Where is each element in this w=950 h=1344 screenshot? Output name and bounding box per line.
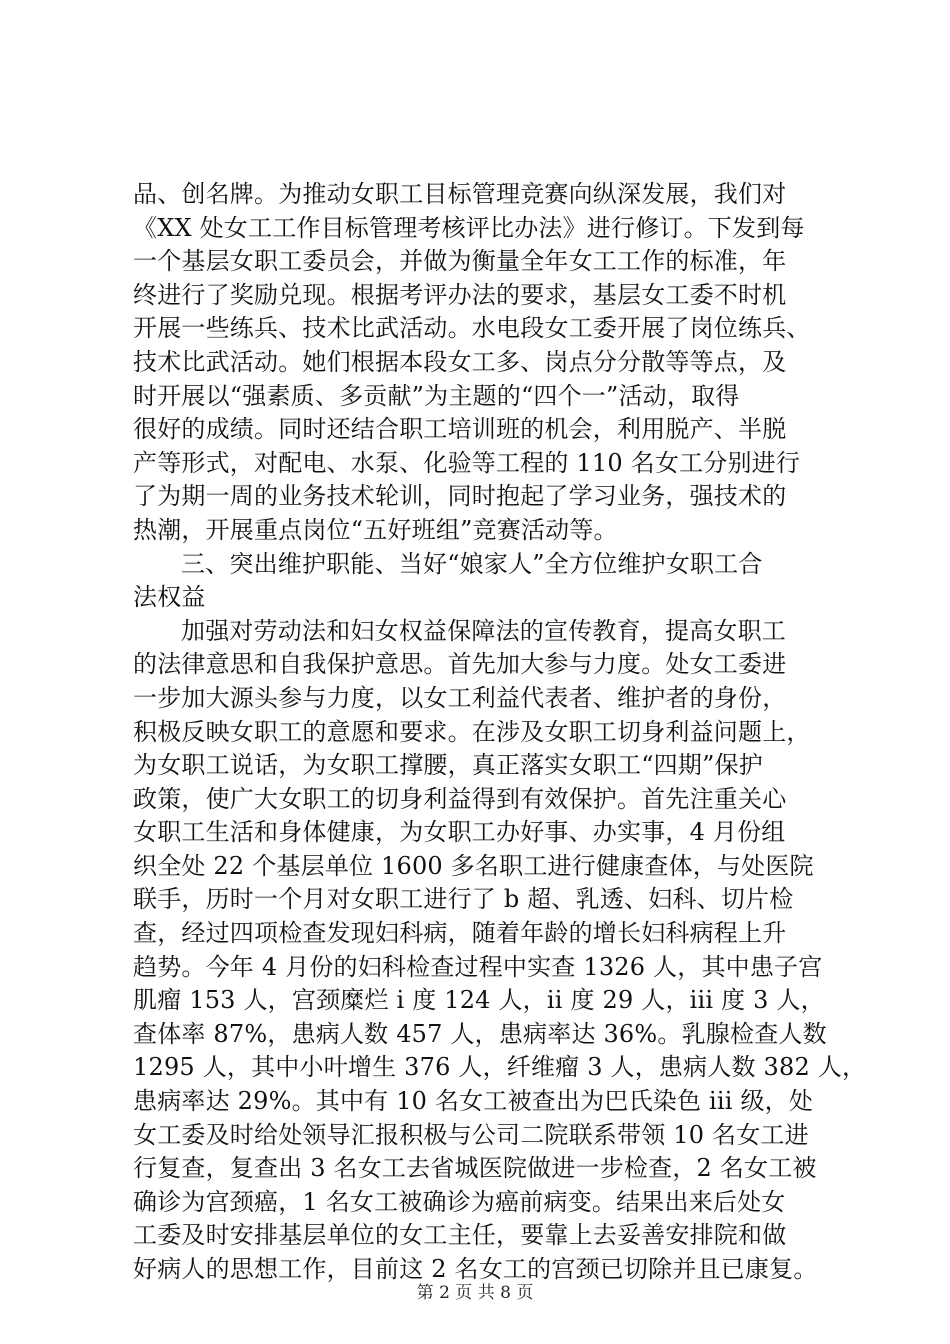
text-line: 了为期一周的业务技术轮训，同时抱起了学习业务，强技术的 xyxy=(133,482,787,511)
text-line: 患病率达 29%。其中有 10 名女工被查出为巴氏染色 iii 级，处 xyxy=(133,1087,814,1116)
text-line: 织全处 22 个基层单位 1600 多名职工进行健康查体，与处医院 xyxy=(133,851,814,880)
text-line: 技术比武活动。她们根据本段女工多、岗点分分散等等点，及 xyxy=(133,347,787,376)
text-line: 热潮，开展重点岗位“五好班组”竞赛活动等。 xyxy=(133,515,618,544)
text-line: 《XX 处女工工作目标管理考核评比办法》进行修订。下发到每 xyxy=(133,213,805,242)
text-line: 积极反映女职工的意愿和要求。在涉及女职工切身利益问题上， xyxy=(133,717,811,746)
text-line: 为女职工说话，为女职工撑腰，真正落实女职工“四期”保护 xyxy=(133,751,763,780)
text-line: 确诊为宫颈癌，1 名女工被确诊为癌前病变。结果出来后处女 xyxy=(133,1187,786,1216)
text-line: 品、创名牌。为推动女职工目标管理竞赛向纵深发展，我们对 xyxy=(133,180,787,208)
text-line: 女工委及时给处领导汇报积极与公司二院联系带领 10 名女工进 xyxy=(133,1120,809,1149)
text-line: 1295 人，其中小叶增生 376 人，纤维瘤 3 人，患病人数 382 人， xyxy=(133,1053,867,1082)
body-text xyxy=(133,178,867,1287)
text-line: 肌瘤 153 人，宫颈糜烂 i 度 124 人，ii 度 29 人，iii 度 3 人， xyxy=(133,986,825,1015)
text-line: 很好的成绩。同时还结合职工培训班的机会，利用脱产、半脱 xyxy=(133,415,787,444)
text-line: 一步加大源头参与力度，以女工利益代表者、维护者的身份， xyxy=(133,683,787,712)
text-line: 开展一些练兵、技术比武活动。水电段女工委开展了岗位练兵、 xyxy=(133,314,811,343)
text-line: 查，经过四项检查发现妇科病，随着年龄的增长妇科病程上升 xyxy=(133,919,787,948)
text-line: 女职工生活和身体健康，为女职工办好事、办实事，4 月份组 xyxy=(133,818,786,847)
section-heading-continued: 法权益 xyxy=(133,583,206,612)
text-line: 行复查，复查出 3 名女工去省城医院做进一步检查，2 名女工被 xyxy=(133,1154,817,1183)
text-line: 终进行了奖励兑现。根据考评办法的要求，基层女工委不时机 xyxy=(133,280,787,309)
text-line: 联手，历时一个月对女职工进行了 b 超、乳透、妇科、切片检 xyxy=(133,885,794,914)
text-line: 时开展以“强素质、多贡献”为主题的“四个一”活动，取得 xyxy=(133,381,740,410)
page-number-footer: 第 2 页 共 8 页 xyxy=(416,1283,534,1303)
text-line: 政策，使广大女职工的切身利益得到有效保护。首先注重关心 xyxy=(133,784,787,813)
text-line: 查体率 87%，患病人数 457 人，患病率达 36%。乳腺检查人数 xyxy=(133,1019,827,1048)
text-line: 好病人的思想工作，目前这 2 名女工的宫颈已切除并且已康复。 xyxy=(133,1255,818,1283)
text-line: 一个基层女职工委员会，并做为衡量全年女工工作的标准，年 xyxy=(133,247,787,276)
text-line: 加强对劳动法和妇女权益保障法的宣传教育，提高女职工 xyxy=(181,616,786,645)
text-line: 工委及时安排基层单位的女工主任，要靠上去妥善安排院和做 xyxy=(133,1221,787,1250)
text-line: 产等形式，对配电、水泵、化验等工程的 110 名女工分别进行 xyxy=(133,448,801,477)
text-line: 趋势。今年 4 月份的妇科检查过程中实查 1326 人，其中患子宫 xyxy=(133,952,823,981)
text-line: 的法律意思和自我保护意思。首先加大参与力度。处女工委进 xyxy=(133,650,787,679)
section-heading: 三、突出维护职能、当好“娘家人”全方位维护女职工合 xyxy=(181,549,763,578)
